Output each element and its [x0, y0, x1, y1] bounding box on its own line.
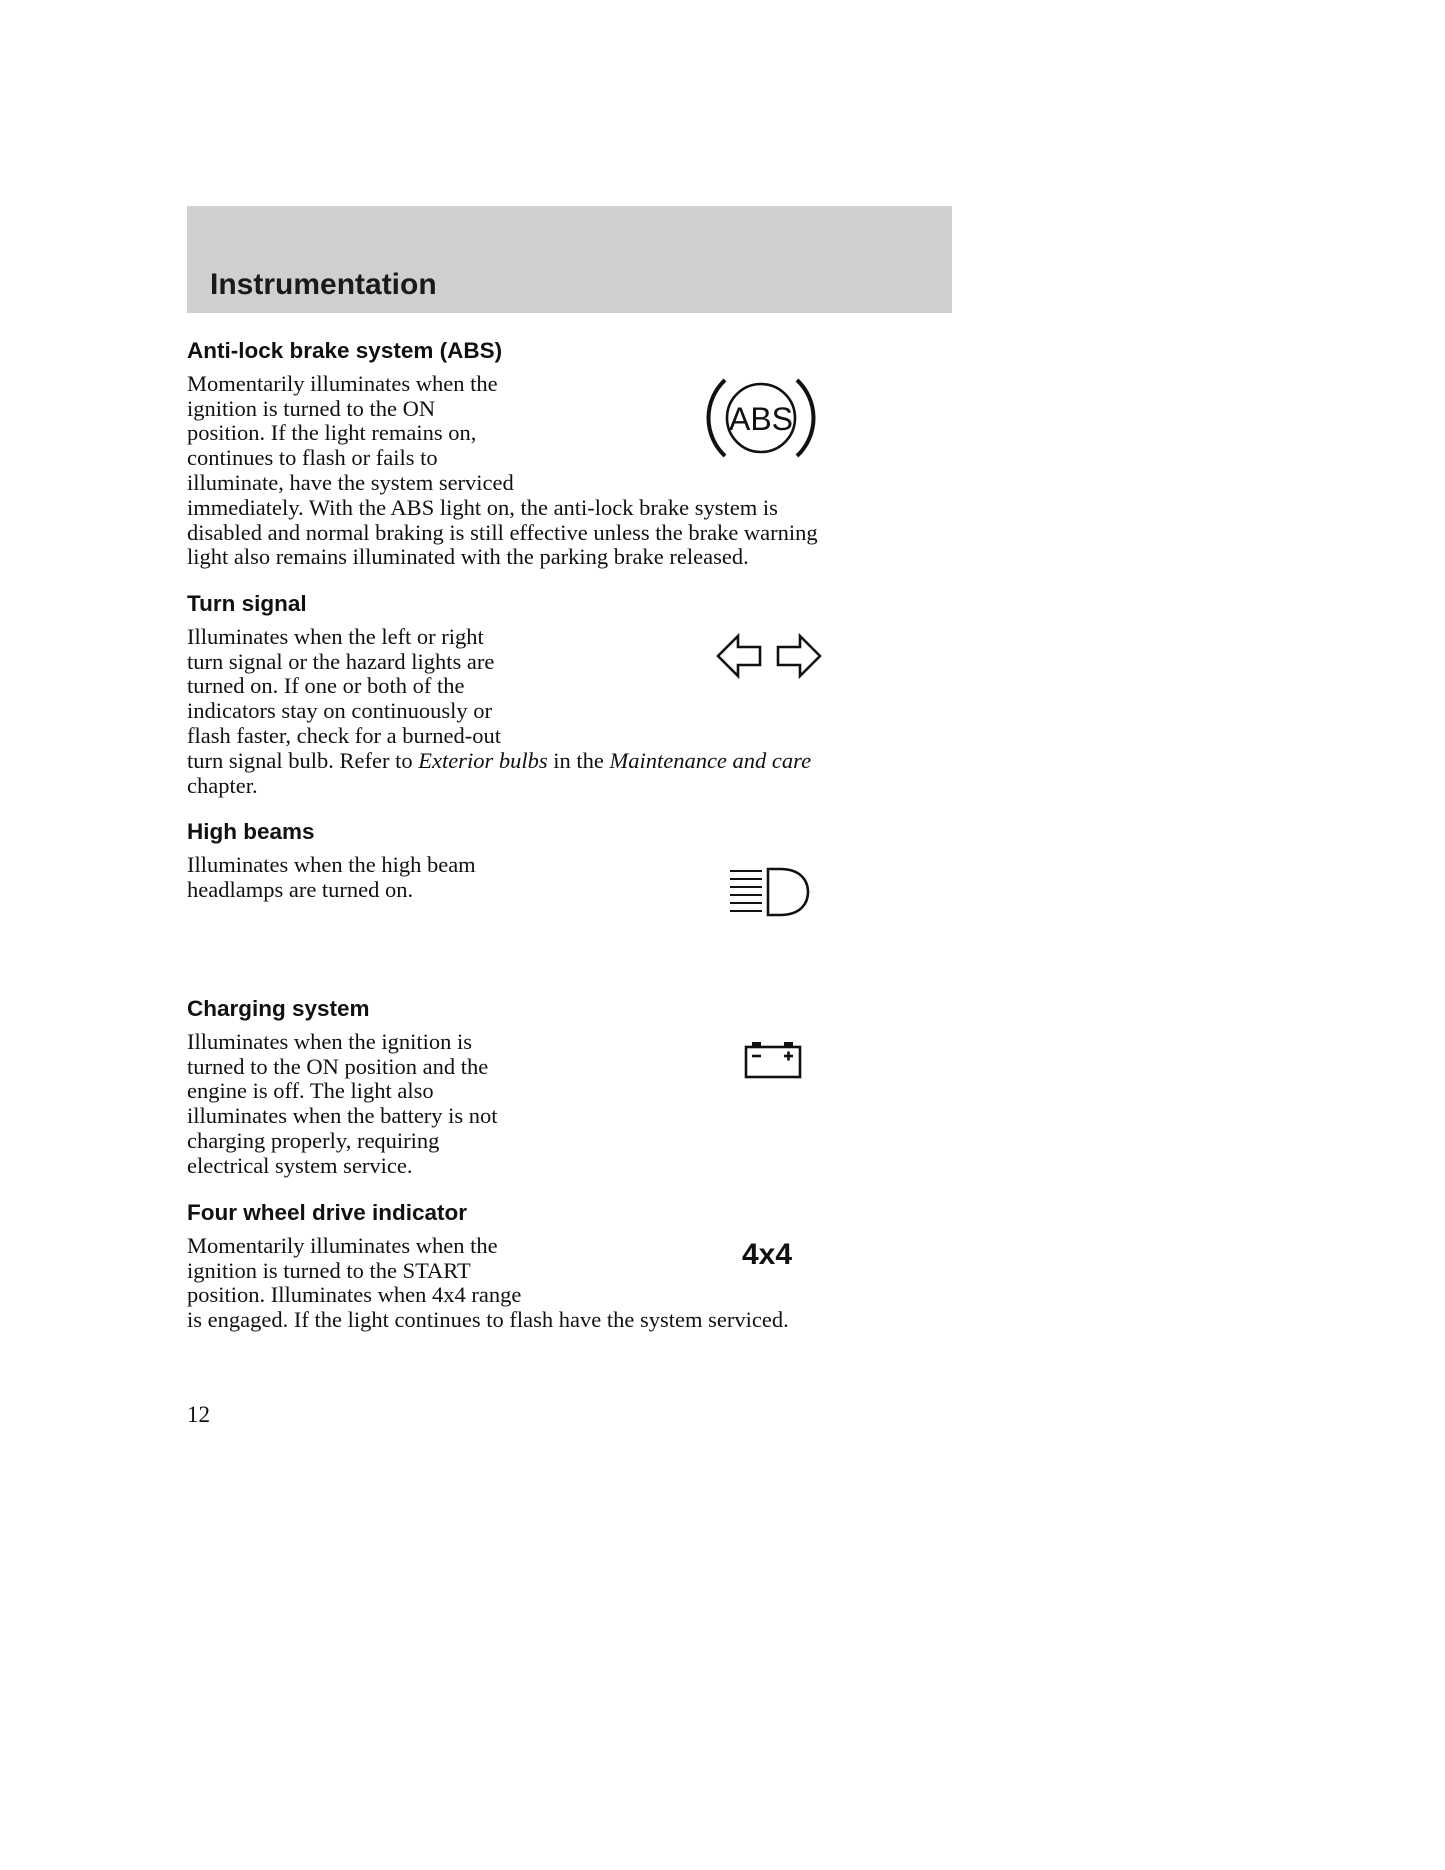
- section-body-charging-system: [187, 1030, 957, 1179]
- body-line: charging properly, requiring: [187, 1128, 440, 1154]
- body-line: illuminates when the battery is not: [187, 1103, 498, 1129]
- section-heading-turn-signal: Turn signal: [187, 591, 307, 616]
- battery-icon: [744, 1040, 804, 1080]
- body-line: position. Illuminates when 4x4 range: [187, 1282, 522, 1308]
- section-four-wheel-drive: [187, 1200, 957, 1333]
- body-line: ignition is turned to the ON: [187, 395, 436, 421]
- section-body-four-wheel-drive: [187, 1234, 957, 1333]
- body-line: illuminate, have the system serviced: [187, 470, 514, 496]
- body-line: disabled and normal braking is still effective unless the brake warning: [187, 519, 818, 545]
- section-heading-high-beams: High beams: [187, 819, 315, 844]
- turn-signal-arrows-icon: [716, 633, 822, 679]
- four-wheel-drive-icon: 4x4: [742, 1238, 793, 1271]
- chapter-title: Instrumentation: [210, 268, 437, 301]
- body-line: Illuminates when the left or right: [187, 623, 484, 649]
- body-line: continues to flash or fails to: [187, 445, 438, 471]
- section-heading-abs: Anti-lock brake system (ABS): [187, 338, 503, 363]
- body-line: turned on. If one or both of the: [187, 673, 465, 699]
- body-line: ignition is turned to the START: [187, 1257, 471, 1283]
- body-line: turned to the ON position and the: [187, 1053, 489, 1079]
- page-number: 12: [187, 1402, 210, 1427]
- body-line: [187, 749, 957, 774]
- section-heading-four-wheel-drive: Four wheel drive indicator: [187, 1200, 468, 1225]
- body-line: electrical system service.: [187, 1152, 413, 1178]
- body-line: Illuminates when the high beam: [187, 851, 476, 877]
- right-arrow-icon: [778, 636, 820, 676]
- body-line: flash faster, check for a burned-out: [187, 723, 501, 749]
- cross-reference-exterior-bulbs: Exterior bulbs: [418, 747, 548, 773]
- body-line: position. If the light remains on,: [187, 420, 477, 446]
- body-text: in the: [547, 747, 610, 773]
- body-line: Illuminates when the ignition is: [187, 1028, 472, 1054]
- left-arrow-icon: [718, 636, 760, 676]
- section-body-high-beams: [187, 853, 957, 903]
- section-body-abs: [187, 372, 957, 570]
- section-turn-signal: [187, 591, 957, 798]
- body-line: engine is off. The light also: [187, 1078, 434, 1104]
- body-line: is engaged. If the light continues to flash have the system serviced.: [187, 1307, 789, 1333]
- high-beam-icon: [730, 866, 810, 918]
- body-line: Momentarily illuminates when the: [187, 1232, 498, 1258]
- body-line: immediately. With the ABS light on, the anti-lock brake system is: [187, 494, 778, 520]
- section-high-beams: [187, 819, 957, 902]
- section-abs: [187, 338, 957, 570]
- abs-icon-text: ABS: [728, 401, 794, 437]
- section-charging-system: [187, 996, 957, 1179]
- cross-reference-maintenance-and-care: Maintenance and care: [609, 747, 812, 773]
- body-line: chapter.: [187, 772, 258, 798]
- section-body-turn-signal: [187, 625, 957, 799]
- section-heading-charging-system: Charging system: [187, 996, 370, 1021]
- body-line: light also remains illuminated with the parking brake released.: [187, 544, 749, 570]
- body-line: headlamps are turned on.: [187, 876, 414, 902]
- body-line: Momentarily illuminates when the: [187, 370, 498, 396]
- body-line: turn signal or the hazard lights are: [187, 648, 495, 674]
- body-text: turn signal bulb. Refer to: [187, 747, 419, 773]
- body-line: indicators stay on continuously or: [187, 698, 492, 724]
- abs-warning-icon: [703, 370, 819, 466]
